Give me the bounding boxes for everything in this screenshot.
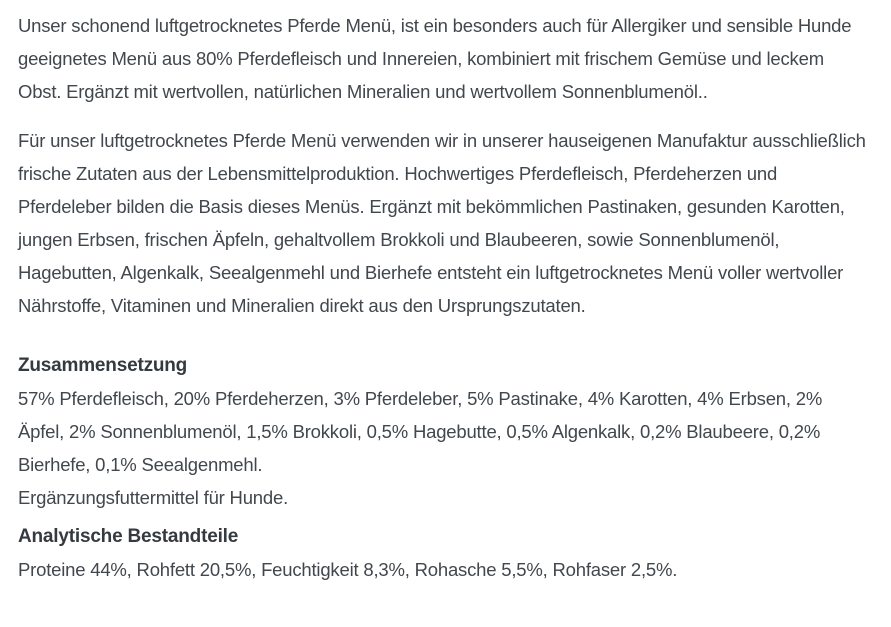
analytical-paragraph: Proteine 44%, Rohfett 20,5%, Feuchtigkeit 8,3%, Rohasche 5,5%, Rohfaser 2,5%. xyxy=(18,559,678,580)
analytical-heading: Analytische Bestandteile xyxy=(18,526,239,547)
supplement-note: Ergänzungsfuttermittel für Hunde. xyxy=(18,487,289,508)
composition-ingredients: 57% Pferdefleisch, 20% Pferdeherzen, 3% Pferdeleber, 5% Pastinake, 4% Karotten, 4% Erbsen, 2% Äpfel, 2% Sonnenblumenöl, 1,5% Brokkoli, 0,5% Hagebutte, 0,5% Algenkalk, 0,2% Blaubeere, 0,2% Bierhefe, 0,1% Seealgenmehl. xyxy=(18,388,823,475)
intro-paragraph: Unser schonend luftgetrocknetes Pferde Menü, ist ein besonders auch für Allergiker und sensible Hunde geeignetes Menü aus 80% Pferdefleisch und Innereien, kombiniert mit frischem Gemüse und leckem Obst. Ergänzt mit wertvollen, natürlichen Mineralien und wertvollem Sonnenblumenöl.. xyxy=(18,15,852,102)
details-paragraph: Für unser luftgetrocknetes Pferde Menü verwenden wir in unserer hauseigenen Manufaktur ausschließlich frische Zutaten aus der Lebensmittelproduktion. Hochwertiges Pferdefleisch, Pferdeherzen und Pferdeleber bilden die Basis dieses Menüs. Ergänzt mit bekömmlichen Pastinaken, gesunden Karotten, jungen Erbsen, frischen Äpfeln, gehaltvollem Brokkoli und Blaubeeren, sowie Sonnenblumenöl, Hagebutten, Algenkalk, Seealgenmehl und Bierhefe entsteht ein luftgetrocknetes Menü voller wertvoller Nährstoffe, Vitaminen und Mineralien direkt aus den Ursprungszutaten. xyxy=(18,130,866,316)
composition-paragraph xyxy=(18,382,871,514)
composition-heading: Zusammensetzung xyxy=(18,355,188,376)
